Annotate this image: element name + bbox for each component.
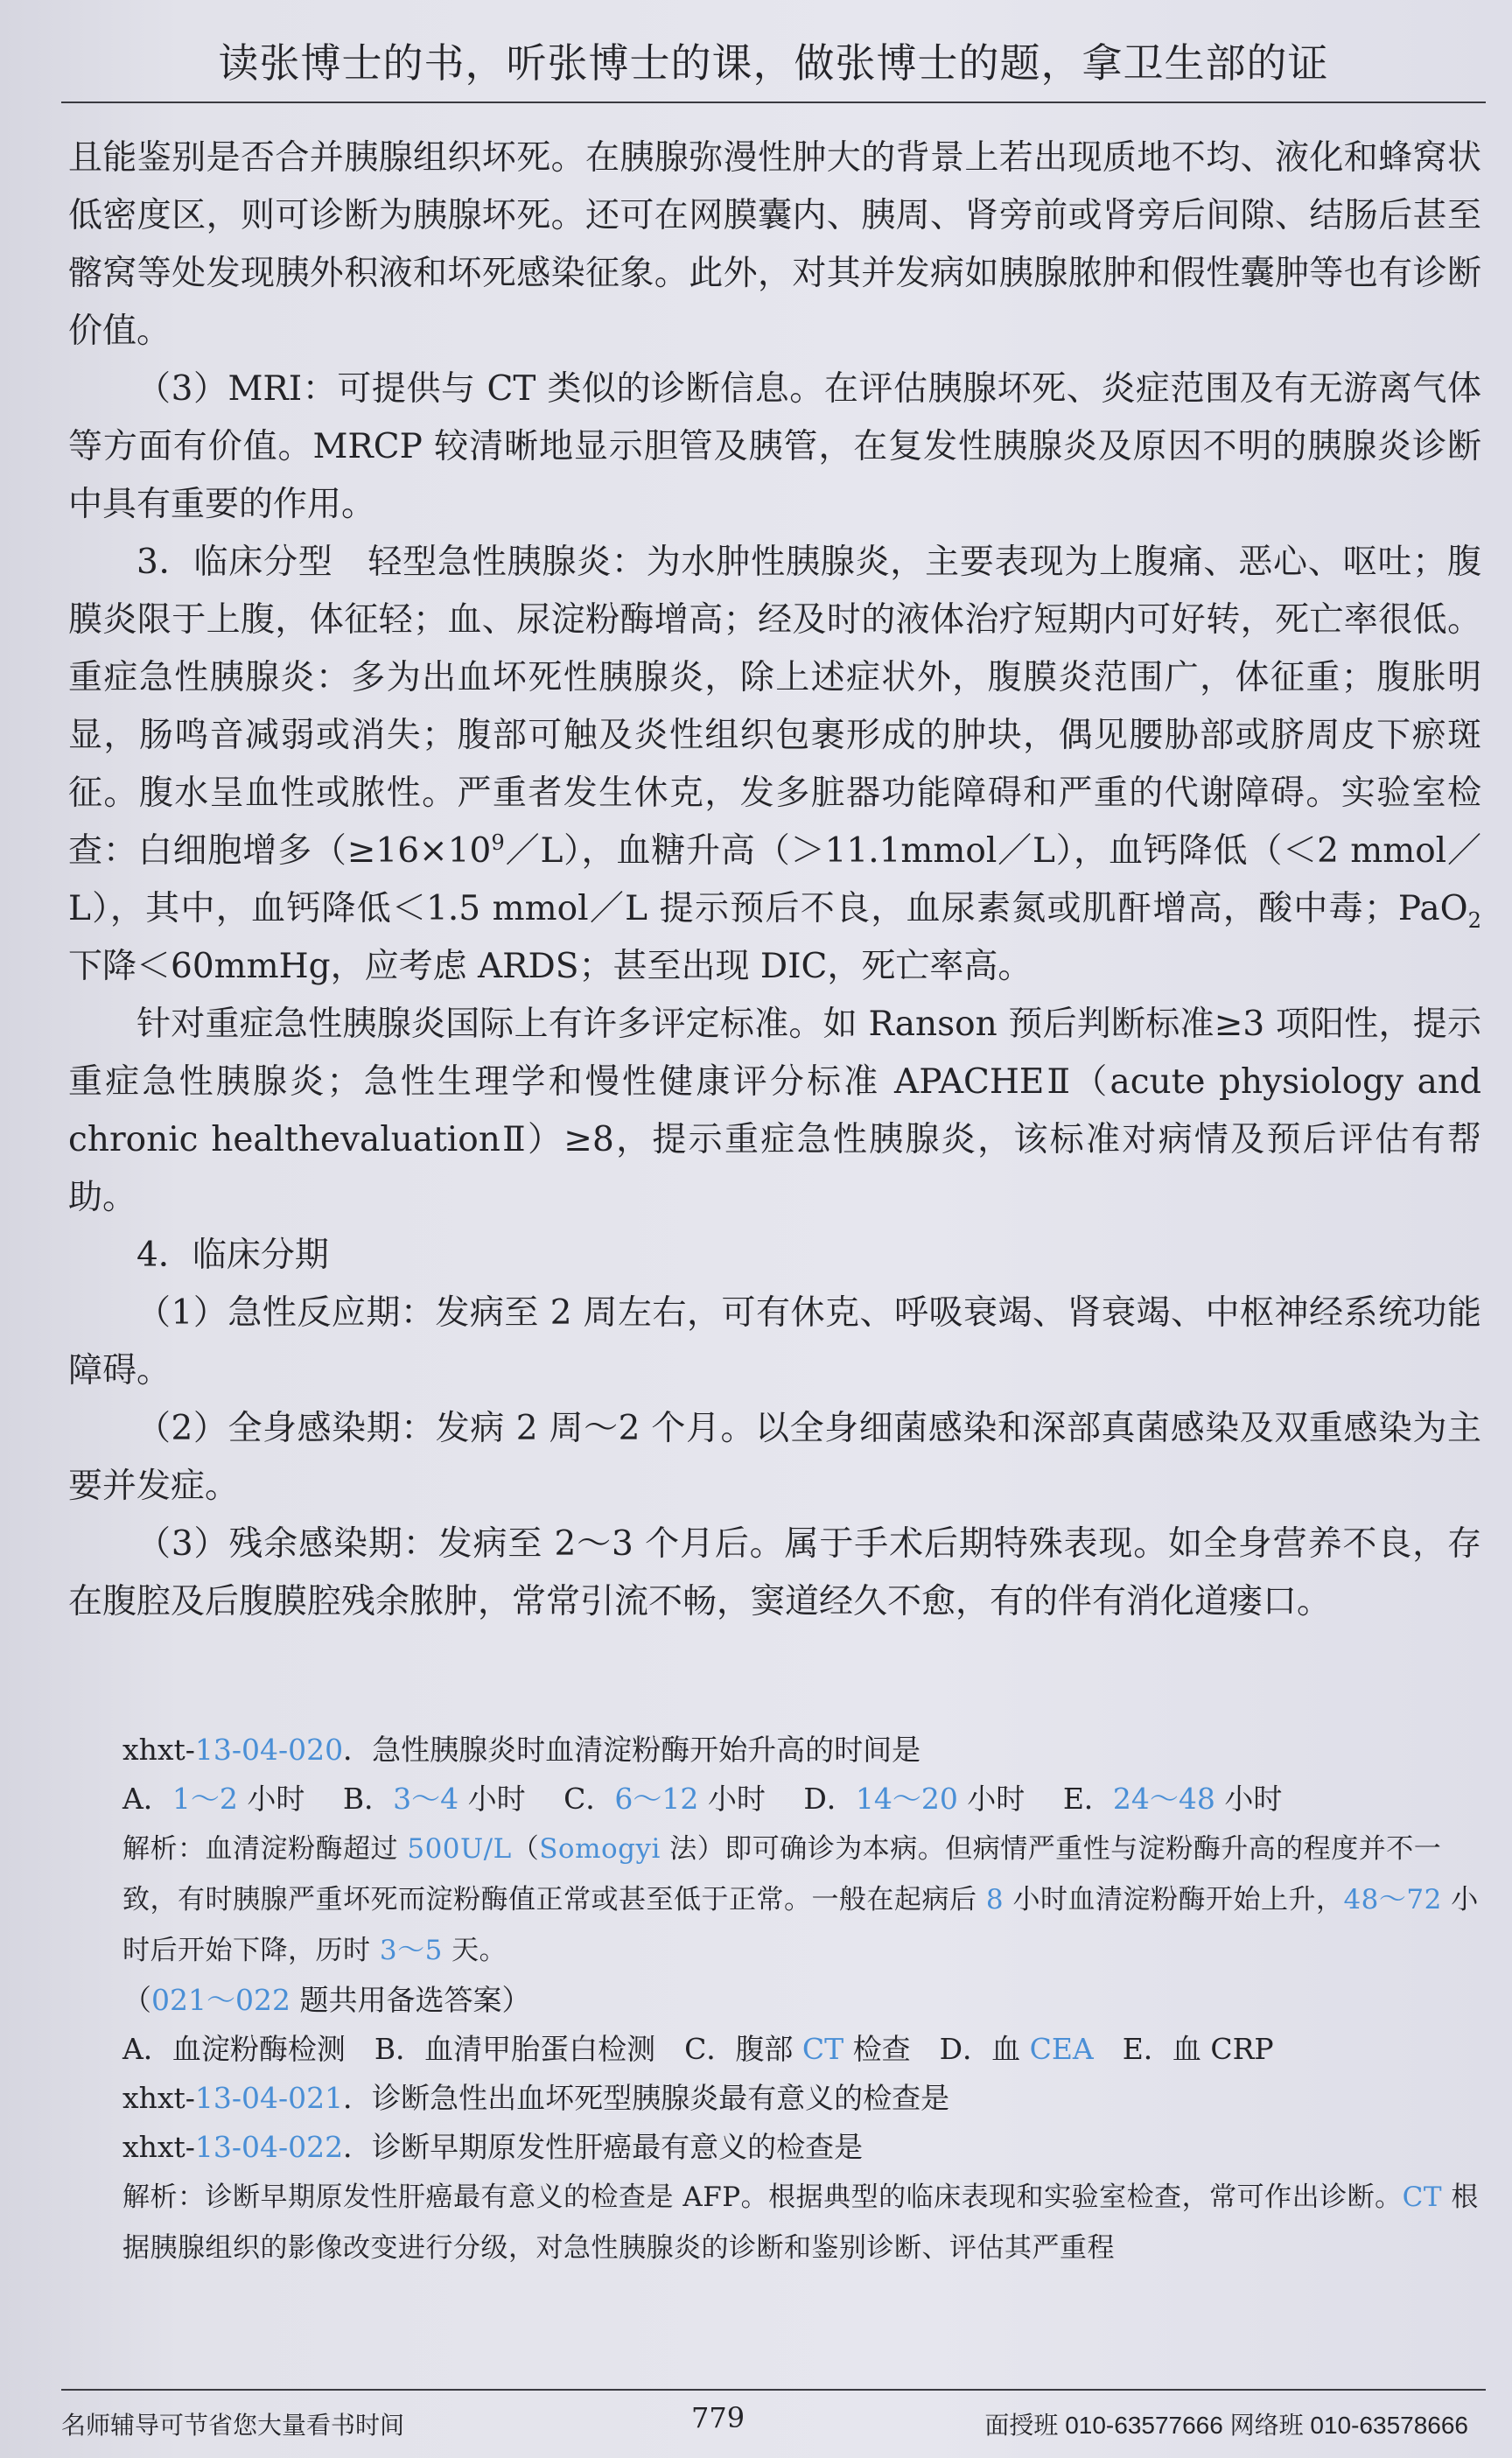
group-options: A．血淀粉酶检测 B．血清甲胎蛋白检测 C．腹部 CT 检查 D．血 CEA E．血 CRP xyxy=(122,2032,1274,2066)
question-020-options: A．1～2 小时 B．3～4 小时 C．6～12 小时 D．14～20 小时 E．24～48 小时 xyxy=(122,1782,1283,1816)
footer-slogan: 名师辅导可节省您大量看书时间 xyxy=(61,2412,405,2439)
paragraph-stage-1: （1）急性反应期：发病至 2 周左右，可有休克、呼吸衰竭、肾衰竭、中枢神经系统功能障碍。 xyxy=(68,1293,1481,1390)
paragraph-stage-3: （3）残余感染期：发病至 2～3 个月后。属于手术后期特殊表现。如全身营养不良，存在腹腔及后腹膜腔残余脓肿，常常引流不畅，窦道经久不愈，有的伴有消化道瘘口。 xyxy=(68,1524,1481,1621)
footer-contact: 面授班 010-63577666 网络班 010-63578666 xyxy=(984,2412,1468,2439)
header-title: 读张博士的书，听张博士的课，做张博士的题，拿卫生部的证 xyxy=(218,39,1329,87)
explanation-021-022: 解析：诊断早期原发性肝癌最有意义的检查是 AFP。根据典型的临床表现和实验室检查，常可作出诊断。CT 根据胰腺组织的影像改变进行分级，对急性胰腺炎的诊断和鉴别诊断、评估其严重程 xyxy=(122,2181,1479,2264)
page-footer xyxy=(61,2389,1486,2445)
page-number: 779 xyxy=(691,2401,746,2434)
question-022: xhxt-13-04-022．诊断早期原发性肝癌最有意义的检查是 xyxy=(122,2130,864,2164)
main-text xyxy=(68,130,1481,1631)
paragraph-stage-2: （2）全身感染期：发病 2 周～2 个月。以全身细菌感染和深部真菌感染及双重感染为主要并发症。 xyxy=(68,1409,1481,1506)
group-heading: （021～022 题共用备选答案） xyxy=(122,1983,531,2017)
question-021: xhxt-13-04-021．诊断急性出血坏死型胰腺炎最有意义的检查是 xyxy=(122,2081,950,2115)
paragraph-clinical-types: 3．临床分型 轻型急性胰腺炎：为水肿性胰腺炎，主要表现为上腹痛、恶心、呕吐；腹膜炎限于上腹，体征轻；血、尿淀粉酶增高；经及时的液体治疗短期内可好转，死亡率很低。重症急性胰腺炎：多为出血坏死性胰腺炎，除上述症状外，腹膜炎范围广，体征重；腹胀明显，肠鸣音减弱或消失；腹部可触及炎性组织包裹形成的肿块，偶见腰胁部或脐周皮下瘀斑征。腹水呈血性或脓性。严重者发生休克，发多脏器功能障碍和严重的代谢障碍。实验室检查：白细胞增多$(\ge 16\times 10^9/L)$，血糖升高（＞11.1mmol／L），血钙降低（＜2 mmol／L），其中，血钙降低＜1.5 mmol／L 提示预后不良，血尿素氮或肌酐增高，酸中毒；PaO$_2$ 下降＜60mmHg，应考虑 ARDS；甚至出现 DIC，死亡率高。 xyxy=(68,543,1481,986)
explanation-020: 解析：血清淀粉酶超过 500U/L（Somogyi 法）即可确诊为本病。但病情严重性与淀粉酶升高的程度并不一致，有时胰腺严重坏死而淀粉酶值正常或甚至低于正常。一般在起病后 8 小时血清淀粉酶开始上升，48～72 小时后开始下降，历时 3～5 天。 xyxy=(122,1833,1479,1966)
question-020: xhxt-13-04-020．急性胰腺炎时血清淀粉酶开始升高的时间是 xyxy=(122,1733,921,1767)
question-section xyxy=(122,1726,1479,2273)
paragraph-scoring-criteria: 针对重症急性胰腺炎国际上有许多评定标准。如 Ranson 预后判断标准≥3 项阳性，提示重症急性胰腺炎；急性生理学和慢性健康评分标准 APACHEⅡ（acute physiology and chronic healthevaluationⅡ）≥8，提示重症急性胰腺炎，该标准对病情及预后评估有帮助。 xyxy=(68,1005,1481,1217)
paragraph-mri: （3）MRI：可提供与 CT 类似的诊断信息。在评估胰腺坏死、炎症范围及有无游离气体等方面有价值。MRCP 较清晰地显示胆管及胰管，在复发性胰腺炎及原因不明的胰腺炎诊断中具有重要的作用。 xyxy=(68,369,1481,524)
paragraph-ct-findings: 且能鉴别是否合并胰腺组织坏死。在胰腺弥漫性肿大的背景上若出现质地不均、液化和蜂窝状低密度区，则可诊断为胰腺坏死。还可在网膜囊内、胰周、肾旁前或肾旁后间隙、结肠后甚至髂窝等处发现胰外积液和坏死感染征象。此外，对其并发病如胰腺脓肿和假性囊肿等也有诊断价值。 xyxy=(68,138,1481,351)
running-header xyxy=(61,25,1486,103)
section-heading-stages: 4．临床分期 xyxy=(136,1236,329,1275)
